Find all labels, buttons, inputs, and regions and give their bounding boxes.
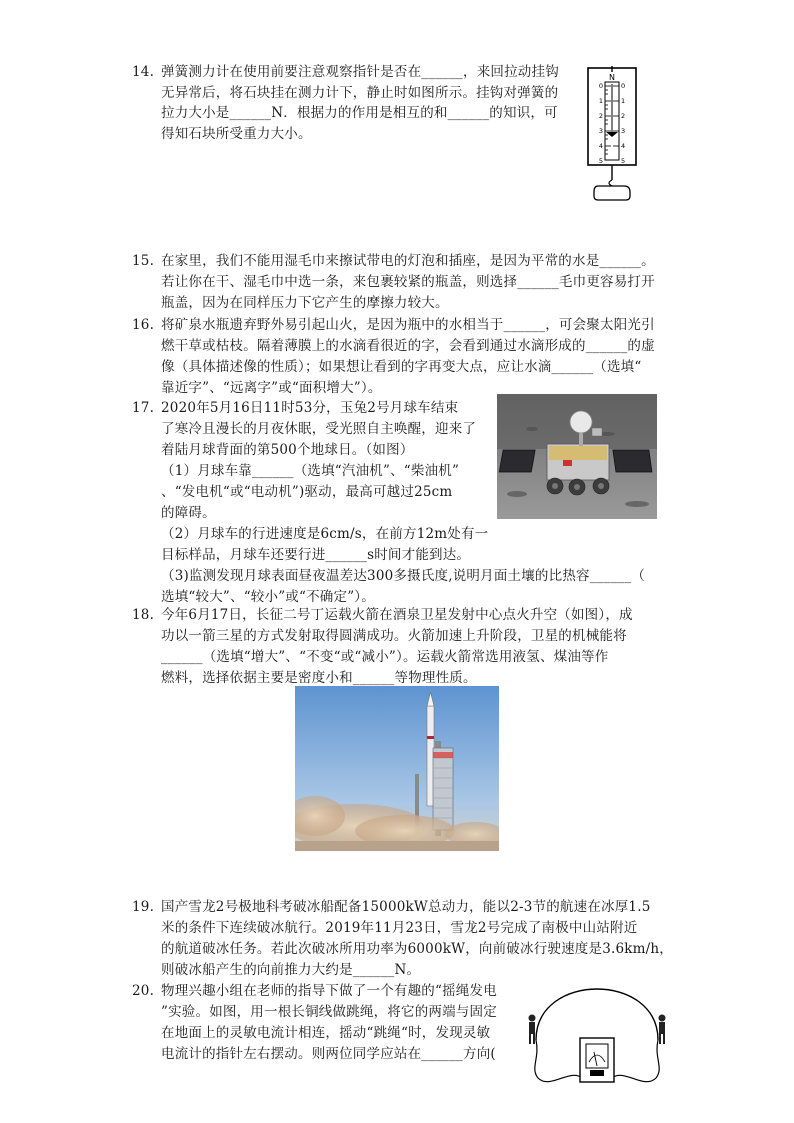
student-right-icon (659, 1015, 666, 1045)
question-text-line: 靠近字”、“远离字”或“面积增大”）。 (161, 380, 382, 396)
question-number: 15. (132, 253, 155, 269)
question-text-line: （3)监测发现月球表面昼夜温差达300多摄氏度,说明月面土壤的比热容______（ (161, 568, 646, 584)
stone-icon (594, 186, 630, 200)
question-text-line: 燃干草或枯枝。隔着薄膜上的水滴看很近的字，会看到通过水滴形成的______的虚 (161, 338, 655, 354)
student-left-icon (529, 1015, 536, 1045)
question-text-line: （2）月球车的行进速度是6cm/s，在前方12m处有一 (161, 526, 489, 542)
question-text-line: 着陆月球背面的第500个地球日。（如图） (161, 442, 414, 458)
question-number: 14. (132, 64, 155, 80)
question-text-line: 在地面上的灵敏电流计相连，摇动“跳绳“时，发现灵敏 (161, 1025, 491, 1041)
question-text-line: 国产雪龙2号极地科考破冰船配备15000kW总动力，能以2-3节的航速在冰厚1.5 (161, 899, 651, 915)
scale-mark: 4 (621, 142, 626, 150)
question-text-line: 米的条件下连续破冰航行。2019年11月23日，雪龙2号完成了南极中山站附近 (161, 920, 638, 936)
scale-mark: 0 (598, 82, 603, 90)
question-text-line: 在家里，我们不能用湿毛巾来擦试带电的灯泡和插座，是因为平常的水是______。 (161, 253, 655, 269)
scale-mark: 0 (621, 82, 626, 90)
scale-mark: 3 (598, 127, 603, 135)
question-text-line: 2020年5月16日11时53分，玉兔2号月球车结束 (161, 400, 459, 416)
question-text-line: 则破冰船产生的向前推力大约是______N。 (161, 962, 421, 978)
question-number: 17. (132, 400, 155, 416)
antenna-dish-icon (570, 411, 592, 433)
question-text-line: 弹簧测力计在使用前要注意观察指针是否在______，来回拉动挂钩 (161, 64, 559, 80)
question-text-line: 电流计的指针左右摆动。则两位同学应站在______方向( (161, 1046, 496, 1062)
question-text-line: 瓶盖，因为在同样压力下它产生的摩擦力较大。 (161, 295, 449, 311)
spring-scale-figure (584, 64, 640, 204)
question-text-line: 若让你在干、湿毛巾中选一条，来包裹较紧的瓶盖，则选择______毛巾更容易打开 (161, 274, 655, 290)
question-text-line: 的障碍。 (161, 505, 216, 521)
rope-generator-figure (522, 978, 672, 1090)
question-text-line: 将矿泉水瓶遗弃野外易引起山火，是因为瓶中的水相当于______，可会聚太阳光引 (161, 317, 655, 333)
rope-icon (536, 989, 658, 1040)
galvanometer-icon (580, 1038, 614, 1082)
question-number: 20. (132, 983, 155, 999)
unit-label: N (609, 73, 615, 82)
lunar-rover-photo (497, 394, 657, 519)
question-text-line: ______（选填“增大”、“不变“或“减小”）。运载火箭常选用液氢、煤油等作 (161, 649, 609, 665)
rocket-launch-photo (295, 686, 499, 851)
scale-mark: 1 (598, 97, 603, 105)
scale-mark: 5 (598, 157, 603, 165)
question-text-line: 燃料，选择依据主要是密度小和______等物理性质。 (161, 670, 477, 686)
question-text-line: 无异常后，将石块挂在测力计下，静止时如图所示。挂钩对弹簧的 (161, 84, 559, 101)
flag-icon (563, 460, 572, 466)
question-text-line: 目标样品，月球车还要行进______s时间才能到达。 (161, 547, 471, 563)
scale-mark: 2 (598, 112, 603, 120)
question-number: 18. (132, 607, 155, 623)
question-text-line: ”实验。如图，用一根长铜线做跳绳，将它的两端与固定 (161, 1004, 497, 1020)
question-text-line: 、“发电机“或“电动机”)驱动，最高可越过25cm (161, 484, 453, 500)
scale-mark: 3 (621, 127, 626, 135)
scale-mark: 2 (621, 112, 626, 120)
scale-mark: 5 (621, 157, 626, 165)
question-number: 16. (132, 317, 155, 333)
question-text-line: 功以一箭三星的方式发射取得圆满成功。火箭加速上升阶段，卫星的机械能将 (161, 628, 627, 644)
scale-mark: 1 (621, 97, 626, 105)
question-text-line: 得知石块所受重力大小。 (161, 125, 312, 142)
question-text-line: （1）月球车靠______（选填“汽油机”、“柴油机” (161, 463, 460, 479)
question-text-line: 拉力大小是______N．根据力的作用是相互的和______的知识，可 (161, 105, 558, 122)
question-text-line: 的航道破冰任务。若此次破冰所用功率为6000kW，向前破冰行驶速度是3.6km/h， (161, 941, 674, 957)
question-text-line: 物理兴趣小组在老师的指导下做了一个有趣的“摇绳发电 (161, 983, 497, 999)
question-text-line: 选填“较大”、“较小”或“不确定”）。 (161, 589, 375, 605)
scale-mark: 4 (598, 142, 603, 150)
question-number: 19. (132, 899, 155, 915)
question-text-line: 今年6月17日，长征二号丁运载火箭在酒泉卫星发射中心点火升空（如图），成 (161, 607, 633, 623)
question-text-line: 了寒冷且漫长的月夜休眠，受光照自主唤醒，迎来了 (161, 421, 477, 437)
question-text-line: 像（具体描述像的性质）；如果想让看到的字再变大点，应让水滴______（选填“ (161, 359, 642, 375)
